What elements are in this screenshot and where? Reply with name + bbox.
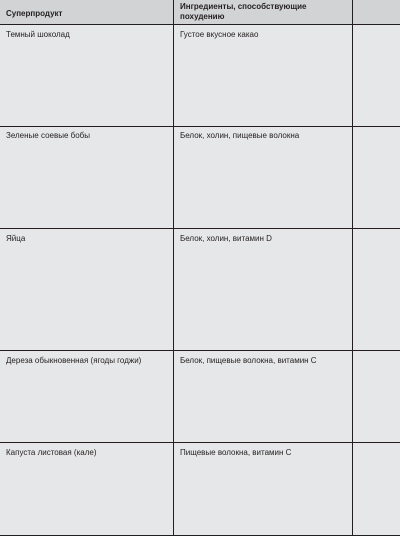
row-2-superfood: Зеленые соевые бобы [0,126,174,228]
row-3-ingredients: Белок, холин, витамин D [174,228,353,350]
row-1-ingredients: Густое вкусное какао [174,24,353,126]
row-3-superfood: Яйца [0,228,174,350]
header-cell-extra [353,0,400,24]
row-divider [0,228,400,229]
row-5-extra [353,442,400,536]
row-divider [0,350,400,351]
row-3-extra [353,228,400,350]
header-cell-ingredients: Ингредиенты, способствующие похудению [174,0,353,24]
row-1-extra [353,24,400,126]
header-cell-superfood: Суперпродукт [0,0,174,24]
row-4-extra [353,350,400,442]
row-5-superfood: Капуста листовая (кале) [0,442,174,536]
row-divider [0,126,400,127]
row-5-ingredients: Пищевые волокна, витамин С [174,442,353,536]
row-2-extra [353,126,400,228]
row-divider [0,442,400,443]
row-2-ingredients: Белок, холин, пищевые волокна [174,126,353,228]
row-4-ingredients: Белок, пищевые волокна, витамин С [174,350,353,442]
row-divider [0,24,400,25]
row-4-superfood: Дереза обыкновенная (ягоды годжи) [0,350,174,442]
column-divider [173,0,174,536]
row-1-superfood: Темный шоколад [0,24,174,126]
column-divider [352,0,353,536]
